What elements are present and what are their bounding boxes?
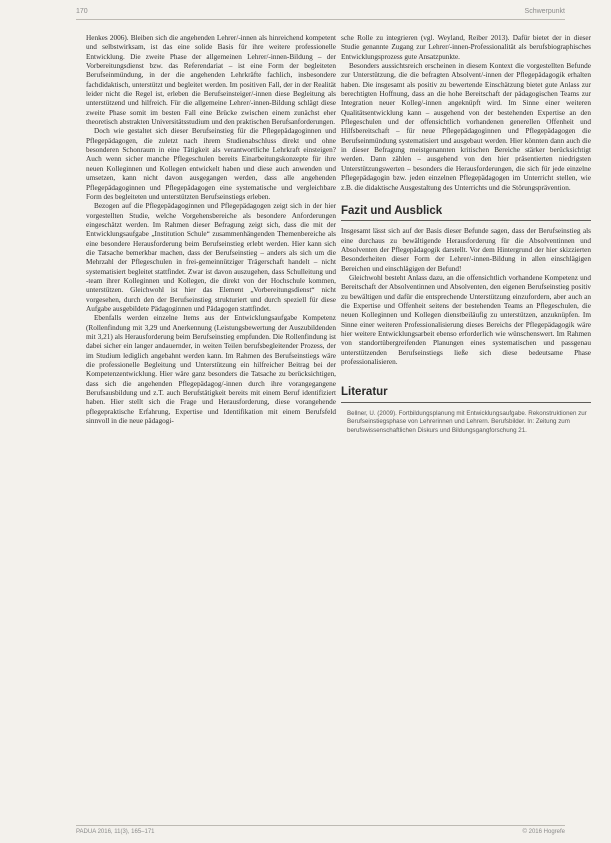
journal-citation: PADUA 2016, 11(3), 165–171 [76,829,155,835]
page-number: 170 [76,8,88,15]
body-paragraph: Ebenfalls werden einzelne Items aus der Entwicklungsaufgabe Kompetenz (Rollenfindung mit 3,29 und Anerkennung (Leistungsbewertung der Auszubildenden mit 3,21) als Herausforderung beim Berufseinstieg empfunden. Die Rollenfindung ist dabei sicher ein langer andauernder, in weiten Teilen berufsbegleitender Prozess, der im Studium lediglich angebahnt werden kann. Im Rahmen des Berufseinstiegs wäre die professionelle Begleitung und Unterstützung ein hilfreicher Beitrag bei der Kompetenzentwicklung. Hier wäre ganz besonders die Tatsache zu berücksichtigen, dass sich die angehenden Pflegepädagog/-innen durch ihre vorangegangene Berufsausbildung und z.T. auch Berufstätigkeit bereits mit einem Beruf identifiziert haben. Hier stellt sich die Frage und Herausforderung, diese vorangehende pflegepraktische Erfahrung, Expertise und Identifikation mit einem Berufsfeld sinnvoll in die neue pädagogi- [86,314,336,426]
body-paragraph: Besonders aussichtsreich erscheinen in diesem Kontext die vorgestellten Befunde zur Unterstützung, die die befragten Absolvent/-innen der Pflegepädagogik erhalten haben. Die insgesamt als positiv zu bewertende Einschätzung bietet gute Anlass zur berechtigten Hoffnung, dass an die hohe Bereitschaft der pädagogischen Teams zur Integration neuer Kolleg/-innen angeknüpft wird. Im Sinne einer weiteren Qualitätsentwicklung kann – ausgehend von der bestehenden Expertise an den Pflegeschulen und der offensichtlich vorhandenen generellen Offenheit und Hilfsbereitschaft – für neue Pflegepädagoginnen und Pflegepädagogen die Berufseinmündung systematisiert und ausgebaut werden. Hier könnten dann auch die in dieser Befragung meistgenannten kritischen Bereiche stärker berücksichtigt werden. Dann zählen – ausgehend von den hier präsentierten niedrigsten Unterstützungswerten – besonders die Herausforderungen, die sich für jede einzelne Pflegepädagogin bzw. jeden einzelnen Pflegepädagogen im Unterricht stellen, wie z.B. die didaktische Ausgestaltung des Unterrichts und die Störungsprävention. [341,62,591,192]
body-paragraph: Henkes 2006). Bleiben sich die angehenden Lehrer/-innen als hinreichend kompetent und selbstwirksam, ist das eine solide Basis für ihre weitere professionelle Entwicklung. Die zweite Phase der allgemeinen Lehrer/-innen-Bildung – der Vorbereitungsdienst bzw. das Referendariat – ist eine Form der begleiteten Berufseinmündung, in der die angehenden Lehrkräfte fachlich, insbesondere fachdidaktisch, unterstützt und begleitet werden. Im positiven Fall, der in der Realität leider nicht die Regel ist, erleben die Berufseinsteiger/-innen diese Begleitung als unterstützend und hilfreich. Für die allgemeine Lehrer/-innen-Bildung schlägt diese zweite Phase somit im besten Fall eine Brücke zwischen einem zunächst eher theoretisch abstrakten Universitätsstudium und den praktischen Berufsanforderungen. [86,34,336,127]
section-heading-fazit: Fazit und Ausblick [341,204,591,221]
page-header [76,6,565,20]
footer-rule [76,825,565,826]
body-paragraph: sche Rolle zu integrieren (vgl. Weyland, Reiber 2013). Dafür bietet der in dieser Studie genannte Zugang zur Lehrer/-innen-Professionalität als berufsbiographisches Entwicklungsprozess gute Ansatzpunkte. [341,34,591,61]
section-heading-literatur: Literatur [341,385,591,402]
reference-entry: Bellner, U. (2009). Fortbildungsplanung mit Entwicklungsaufgabe. Rekonstruktionen zur Berufseinstiegsphase von Lehrerinnen und Lehrern. Berufsbilder. In: Zeitung zum berufswissenschaftlichen Diskurs und Bildungsgangforschung 21. [347,409,587,434]
left-column [86,34,336,426]
copyright-notice: © 2016 Hogrefe [522,829,565,835]
body-paragraph: Insgesamt lässt sich auf der Basis dieser Befunde sagen, dass der Berufseinstieg als eine durchaus zu bewältigende Herausforderung für die Absolventinnen und Absolventen der Pflegepädagogik darstellt. Vor dem Hintergrund der hier skizzierten Besonderheiten dieser Form der Lehrer/-innen-Bildung in allen einschlägigen Bereichen und einschlägigen der Befund! [341,227,591,273]
right-column [341,34,591,435]
body-paragraph: Bezogen auf die Pflegepädagoginnen und Pflegepädagogen zeigt sich in der hier vorgestellten Studie, welche Vorgehensbereiche als besondere Anforderungen eingeschätzt werden. Im Rahmen dieser Befragung zeigt sich, dass die mit der Entwicklungsaufgabe „Institution Schule“ zusammenhängenden Themenbereiche als eine besondere Herausforderung beim Berufseinstieg erlebt werden. Hier kann sich die Tatsache bemerkbar machen, dass der Berufseinstieg – anders als sich um die Mehrzahl der Pflegeschulen in frei-gemeinnütziger Trägerschaft handelt – nicht systematisiert begleitet stattfindet. Zwar ist davon auszugehen, dass Schulleitung und -team ihrer Kolleginnen und Kollegen, die direkt von der Hochschule kommen, unterstützen. Gleichwohl ist hier das Element „Vorbereitungsdienst“ nicht vorgesehen, durch den der Berufseinstieg strukturiert und durch speziell für diese Aufgabe ausgebildete Pädagoginnen und Pädagogen stattfindet. [86,202,336,313]
body-paragraph: Gleichwohl besteht Anlass dazu, an die offensichtlich vorhandene Kompetenz und Bereitschaft der Absolventinnen und Absolventen, den eigenen Berufseinstieg positiv zu bewältigen und dafür die entsprechende Unterstützung einzufordern, aber auch an die Expertise und Offenheit seitens der bestehenden Teams an Pflegeschulen, die neuen Kolleginnen und Kollegen dienstbeiläufig zu unterstützen, anzuknüpfen. Im Sinne einer weiteren Professionalisierung dieses Bereichs der Pflegepädagogik wäre hier weitere Entwicklungsarbeit ebenso erforderlich wie wünschenswert. Im Rahmen von standortübergreifenden Planungen eines systematischen und passgenau unterstützenden Berufseinstiegs ließe sich diese bedeutsame Phase professionalisieren. [341,273,591,366]
body-paragraph: Doch wie gestaltet sich dieser Berufseinstieg für die Pflegepädagoginnen und Pflegepädagogen, die zuletzt nach ihrem Studienabschluss direkt und ohne besonderen Schonraum in eine Tätigkeit als verantwortliche Lehrkraft einsteigen? Auch wenn sicher manche Pflegeschulen bereits Einarbeitungskonzepte für ihre neuen Kolleginnen und Kollegen entwickelt haben und diese auch anwenden und umsetzen, kann nicht davon ausgegangen werden, dass alle angehenden Pflegepädagoginnen und Pflegepädagogen eine systematische und vergleichbare Form des begleiteten und unterstützten Berufseinstiegs erleben. [86,127,336,201]
header-rule [76,19,565,20]
section-label: Schwerpunkt [524,8,565,15]
